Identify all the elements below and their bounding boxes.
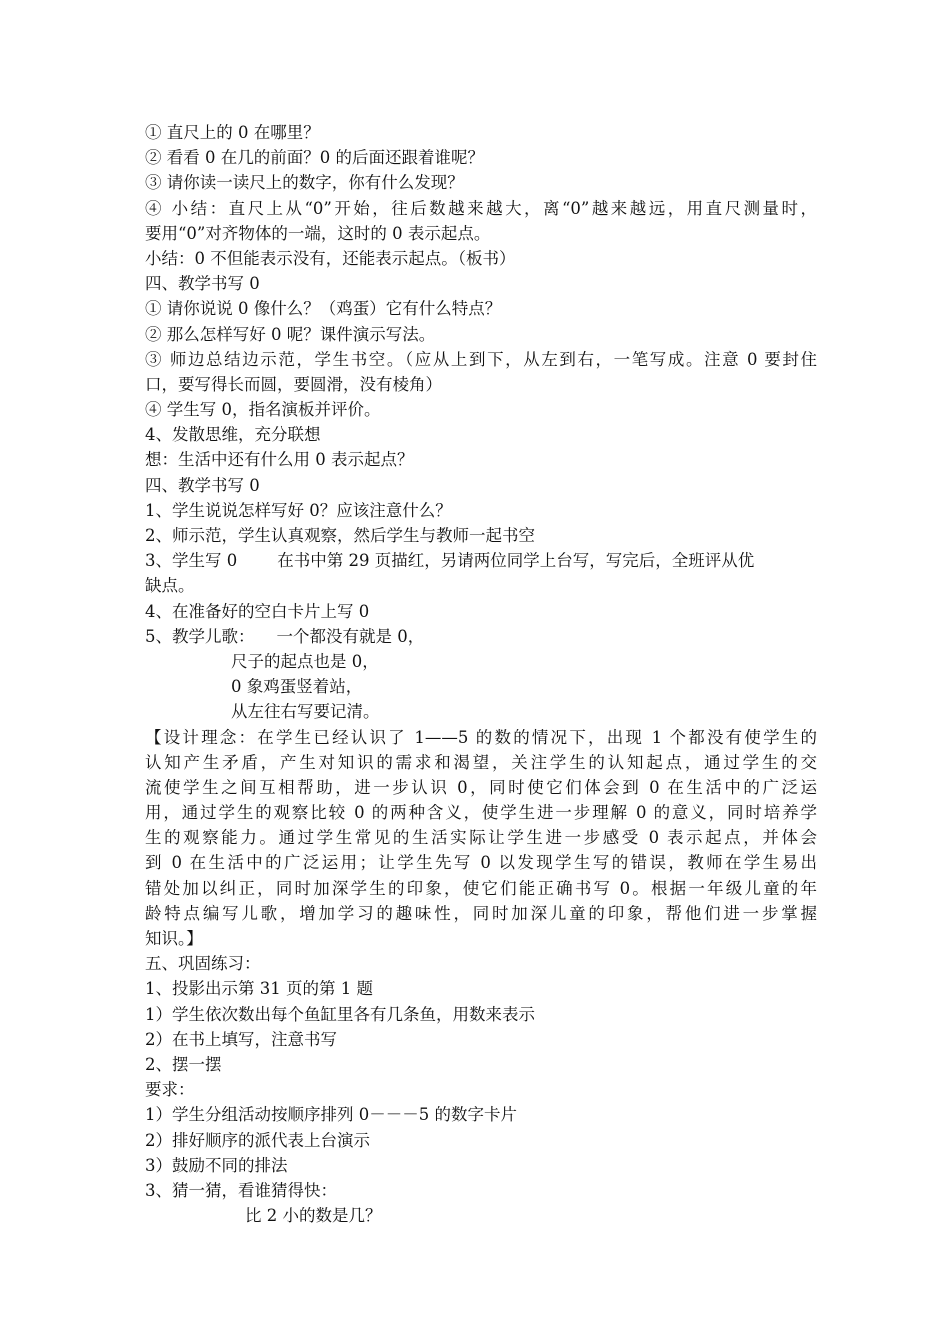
summary-line: 小结：0 不但能表示没有，还能表示起点。（板书） [145,248,516,268]
section-heading: 五、巩固练习： [145,954,261,974]
rhyme-label: 5、教学儿歌： [145,626,255,646]
text-line: 1）学生依次数出每个鱼缸里各有几条鱼，用数来表示 [145,1004,535,1024]
design-note-line: 流使学生之间互相帮助，进一步认识 0，同时使它们体会到 0 在生活中的广泛运 [145,777,817,797]
text-line: 3、猜一猜，看谁猜得快： [145,1180,337,1200]
design-note-line: 知识。】 [145,929,203,948]
text-line: 要求： [145,1080,195,1100]
design-note-line: 到 0 在生活中的广泛运用；让学生先写 0 以发现学生写的错误，教师在学生易出 [145,853,817,873]
text-line: 4、发散思维，充分联想 [145,425,321,445]
text-line: 要用“0”对齐物体的一端，这时的 0 表示起点。 [145,223,491,243]
text-line: 3）鼓励不同的排法 [145,1155,288,1175]
text-line: ④ 学生写 0，指名演板并评价。 [145,400,381,420]
text-line: ③ 请你读一读尺上的数字，你有什么发现？ [145,173,464,193]
document-body [145,120,817,1228]
section-heading: 四、教学书写 0 [145,475,260,495]
rhyme-verse: 尺子的起点也是 0， [231,651,379,671]
design-note-line: 错处加以纠正，同时加深学生的印象，使它们能正确书写 0。根据一年级儿童的年 [145,878,817,898]
text-line: 1）学生分组活动按顺序排列 0－－－5 的数字卡片 [145,1105,517,1125]
design-note-line: 认知产生矛盾，产生对知识的需求和渴望，关注学生的认知起点，通过学生的交 [145,752,817,772]
step-detail: 在书中第 29 页描红，另请两位同学上台写，写完后，全班评从优 [277,551,755,571]
design-note-line: 生的观察能力。通过学生常见的生活实际让学生进一步感受 0 表示起点，并体会 [145,828,817,848]
text-line: 2）在书上填写，注意书写 [145,1029,337,1049]
rhyme-verse: 从左往右写要记清。 [231,702,380,722]
rhyme-verse: 一个都没有就是 0， [276,626,425,646]
text-line: 口，要写得长而圆，要圆滑，没有棱角） [145,374,442,394]
text-line: 4、在准备好的空白卡片上写 0 [145,601,370,621]
design-note-line: 龄特点编写儿歌，增加学习的趣味性，同时加深儿童的印象，帮他们进一步掌握 [145,903,817,923]
rhyme-first-line [145,624,817,649]
design-note-line: 【设计理念：在学生已经认识了 1——5 的数的情况下，出现 1 个都没有使学生的 [145,727,817,747]
text-line: ④ 小结：直尺上从“0”开始，往后数越来越大，离“0”越来越远，用直尺测量时， [145,198,817,218]
text-line-with-gap [145,548,817,573]
step-label: 3、学生写 0 [145,551,238,571]
text-line: ① 请你说说 0 像什么？（鸡蛋）它有什么特点？ [145,299,502,319]
text-line: 2、摆一摆 [145,1054,222,1074]
text-line: 缺点。 [145,576,195,596]
text-line: 2）排好顺序的派代表上台演示 [145,1130,370,1150]
question-line: 比 2 小的数是几？ [245,1206,382,1226]
section-heading: 四、教学书写 0 [145,274,260,294]
text-line: ③ 师边总结边示范，学生书空。（应从上到下，从左到右，一笔写成。注意 0 要封住 [145,349,817,369]
rhyme-verse: 0 象鸡蛋竖着站， [231,677,363,697]
design-note-line: 用，通过学生的观察比较 0 的两种含义，使学生进一步理解 0 的意义，同时培养学 [145,803,817,823]
text-line: 2、师示范，学生认真观察，然后学生与教师一起书空 [145,526,535,545]
text-line: 想：生活中还有什么用 0 表示起点？ [145,450,414,470]
text-line: 1、学生说说怎样写好 0？应该注意什么？ [145,500,452,520]
text-line: 1、投影出示第 31 页的第 1 题 [145,979,373,999]
text-line: ② 看看 0 在几的前面？0 的后面还跟着谁呢？ [145,148,484,168]
text-line: ① 直尺上的 0 在哪里？ [145,123,320,142]
text-line: ② 那么怎样写好 0 呢？课件演示写法。 [145,324,436,344]
